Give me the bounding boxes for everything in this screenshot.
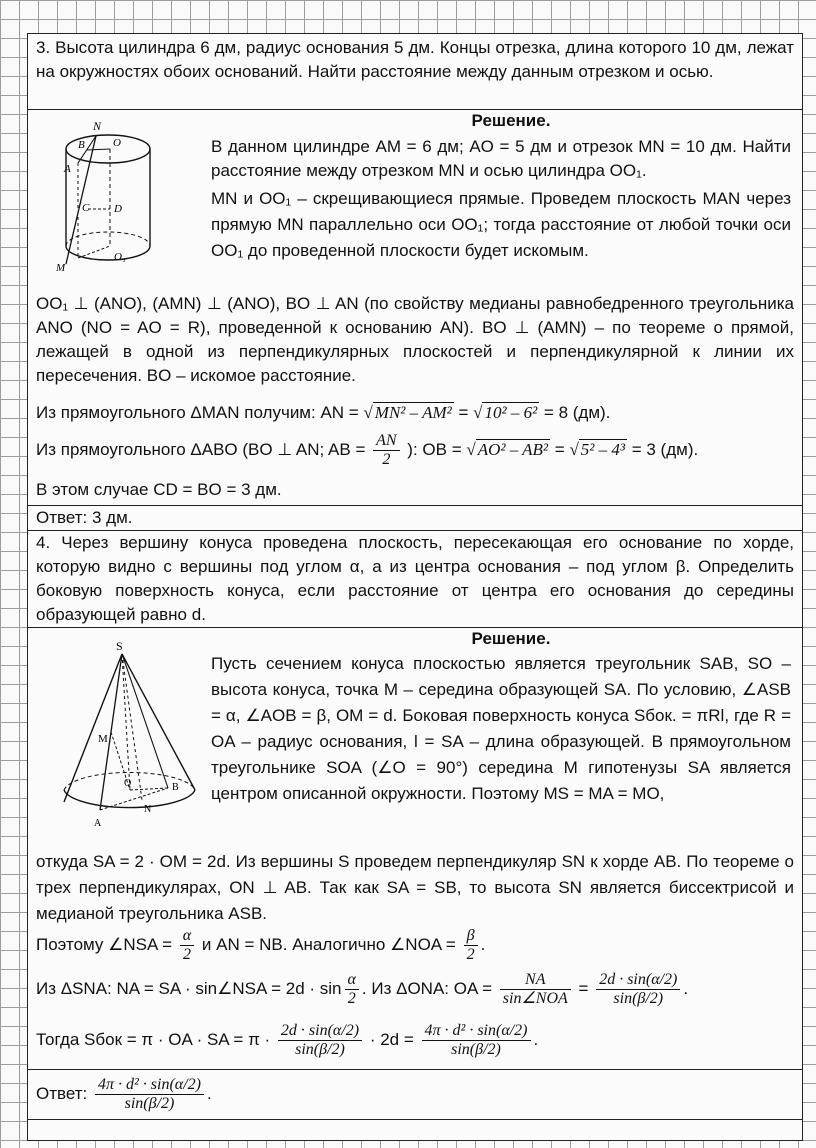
problem4-equation-2	[28, 971, 802, 1008]
fraction	[596, 971, 680, 1008]
label-b: B	[172, 782, 179, 793]
problem3-answer: Ответ: 3 дм.	[36, 508, 133, 527]
label-o: O	[113, 137, 121, 149]
eq-text: · 2d =	[369, 1029, 414, 1049]
eq-text: =	[578, 978, 589, 998]
fraction	[500, 971, 571, 1008]
eq-text: .	[480, 934, 486, 954]
sqrt-sign: √	[466, 439, 476, 459]
cylinder-figure	[38, 114, 173, 274]
eq-text: = 3 (дм).	[631, 439, 699, 459]
eq-text: Поэтому ∠NSA =	[36, 934, 173, 954]
segment-mo1	[78, 246, 110, 258]
sqrt-radicand: 10² – 6²	[484, 403, 538, 422]
label-d: D	[114, 203, 122, 215]
eq-text: .	[683, 978, 689, 998]
eq-text: . Из ΔONA: OA =	[361, 978, 493, 998]
segment-bo	[87, 149, 110, 150]
fraction-numerator: 4π · d² · sin(α/2)	[95, 1076, 204, 1095]
sqrt-sign: √	[473, 403, 483, 422]
fraction	[422, 1022, 531, 1059]
cone-left-generatrix	[64, 654, 122, 802]
cone-right-generatrix	[122, 654, 195, 790]
problem3-paragraph-2: MN и OO₁ – скрещивающиеся прямые. Проведем плоскость MAN через прямую MN параллельно оси OO₁; тогда расстояние от любой точки оси OO₁ до проведенной плоскости будет искомым.	[211, 189, 791, 260]
sqrt-sign: √	[363, 403, 373, 422]
label-m: M	[56, 262, 66, 274]
eq-text: Ответ:	[36, 1083, 88, 1103]
label-b: B	[78, 139, 85, 151]
fraction-denominator: 2	[347, 990, 356, 1007]
fraction-denominator: sin∠NOA	[502, 990, 568, 1007]
fraction-denominator: 2	[182, 946, 191, 963]
divider	[28, 1069, 802, 1070]
problem4-statement: 4. Через вершину конуса проведена плоскость, пересекающая его основание по хорде, которую видно с вершины под углом α, а из центра основания – под углом β. Определить боковую поверхность конуса, если расстояние от центра его основания до середины образующей равно d.	[36, 533, 794, 624]
eq-text: Из прямоугольного ΔABO (BO ⊥ AN; AB =	[36, 439, 366, 459]
cylinder-bottom-back	[66, 232, 150, 246]
eq-text: Из ΔSNA: NA = SA · sin∠NSA = 2d · sin	[36, 978, 342, 998]
fraction	[345, 971, 359, 1008]
fraction-denominator: sin(β/2)	[613, 990, 664, 1007]
problem3-equation-2	[28, 432, 802, 469]
fraction-numerator: α	[180, 927, 194, 946]
label-o1: O₁	[114, 251, 126, 263]
fraction	[278, 1022, 362, 1059]
label-a: A	[64, 163, 71, 175]
fraction-denominator: sin(β/2)	[124, 1095, 175, 1112]
eq-text: =	[458, 403, 469, 422]
problem4-answer	[28, 1076, 802, 1113]
eq-text: Из прямоугольного ΔMAN получим: AN =	[36, 403, 359, 422]
eq-text: .	[533, 1029, 539, 1049]
problem4-equation-1	[28, 927, 802, 964]
cone-figure	[50, 640, 210, 830]
label-o: O	[124, 778, 132, 789]
fraction-denominator: sin(β/2)	[451, 1041, 501, 1058]
fraction-numerator: NA	[500, 971, 571, 990]
fraction	[373, 432, 399, 469]
chord-ab	[100, 788, 168, 810]
fraction	[180, 927, 194, 964]
fraction-numerator: AN	[373, 432, 399, 451]
fraction-numerator: β	[464, 927, 478, 946]
eq-text: =	[554, 439, 565, 459]
label-s: S	[116, 640, 123, 653]
sqrt-radicand: MN² – AM²	[374, 403, 452, 422]
sqrt-radicand: AO² – AB²	[477, 439, 549, 459]
eq-text: Тогда Sбок = π · OA · SA = π ·	[36, 1029, 271, 1049]
label-c: C	[82, 202, 90, 214]
fraction-numerator: 2d · sin(α/2)	[596, 971, 680, 990]
divider	[28, 1119, 802, 1120]
fraction-denominator: sin(β/2)	[295, 1041, 345, 1058]
problem3-solution-title: Решение.	[471, 111, 551, 130]
problem3-equation-1	[28, 401, 802, 425]
fraction-denominator: 2	[466, 946, 475, 963]
fraction	[464, 927, 478, 964]
eq-text: и AN = NB. Аналогично ∠NOA =	[201, 934, 456, 954]
problem4-paragraph-1: Пусть сечением конуса плоскостью является треугольник SAB, SO – высота конуса, точка M – середина образующей SA. По условию, ∠ASB = α, ∠AOB = β, OM = d. Боковая поверхность конуса Sбок. = πRl, где R = OA – радиус основания, l = SA – длина образующей. В прямоугольном треугольнике SOA (∠O = 90°) середина M гипотенузы SA является центром описанной окружности. Поэтому MS = MA = MO,	[211, 654, 791, 803]
fraction-numerator: α	[345, 971, 359, 990]
fraction-numerator: 4π · d² · sin(α/2)	[422, 1022, 531, 1041]
fraction	[95, 1076, 204, 1113]
sqrt-sign: √	[569, 439, 579, 459]
eq-text: ): OB =	[407, 439, 462, 459]
problem3-conclusion: В этом случае CD = BO = 3 дм.	[36, 480, 282, 499]
fraction-denominator: 2	[382, 451, 391, 468]
problem4-paragraph-2: откуда SA = 2 · OM = 2d. Из вершины S проведем перпендикуляр SN к хорде AB. По теореме о трех перпендикулярах, ON ⊥ AB. Так как SA = SB, то высота SN является биссектрисой и медианой треугольника ASB.	[36, 852, 794, 923]
sqrt-radicand: 5² – 4³	[580, 439, 625, 459]
problem3-statement: 3. Высота цилиндра 6 дм, радиус основания 5 дм. Концы отрезка, длина которого 10 дм, лежат на окружностях обоих оснований. Найти расстояние между данным отрезком и осью.	[36, 38, 794, 81]
eq-text: .	[206, 1083, 212, 1103]
worksheet	[27, 33, 803, 1141]
label-m: M	[98, 733, 108, 745]
label-n: N	[144, 804, 152, 815]
fraction-numerator: 2d · sin(α/2)	[278, 1022, 362, 1041]
problem3-paragraph-1: В данном цилиндре AM = 6 дм; AO = 5 дм и отрезок MN = 10 дм. Найти расстояние между отрезком MN и осью цилиндра OO₁.	[211, 137, 791, 180]
eq-text: = 8 (дм).	[543, 403, 611, 422]
problem4-solution-title: Решение.	[471, 629, 551, 648]
label-a: A	[94, 818, 102, 829]
problem4-equation-3	[28, 1022, 802, 1059]
label-n: N	[93, 119, 102, 133]
problem3-paragraph-3: OO₁ ⊥ (ANO), (AMN) ⊥ (ANO), BO ⊥ AN (по свойству медианы равнобедренного треугольника ANO (NO = AO = R), проведенной к основанию AN). BO ⊥ (AMN) – по теореме о прямой, лежащей в одной из перпендикулярных плоскостей и перпендикулярной к линии их пересечения. BO – искомое расстояние.	[36, 294, 794, 385]
